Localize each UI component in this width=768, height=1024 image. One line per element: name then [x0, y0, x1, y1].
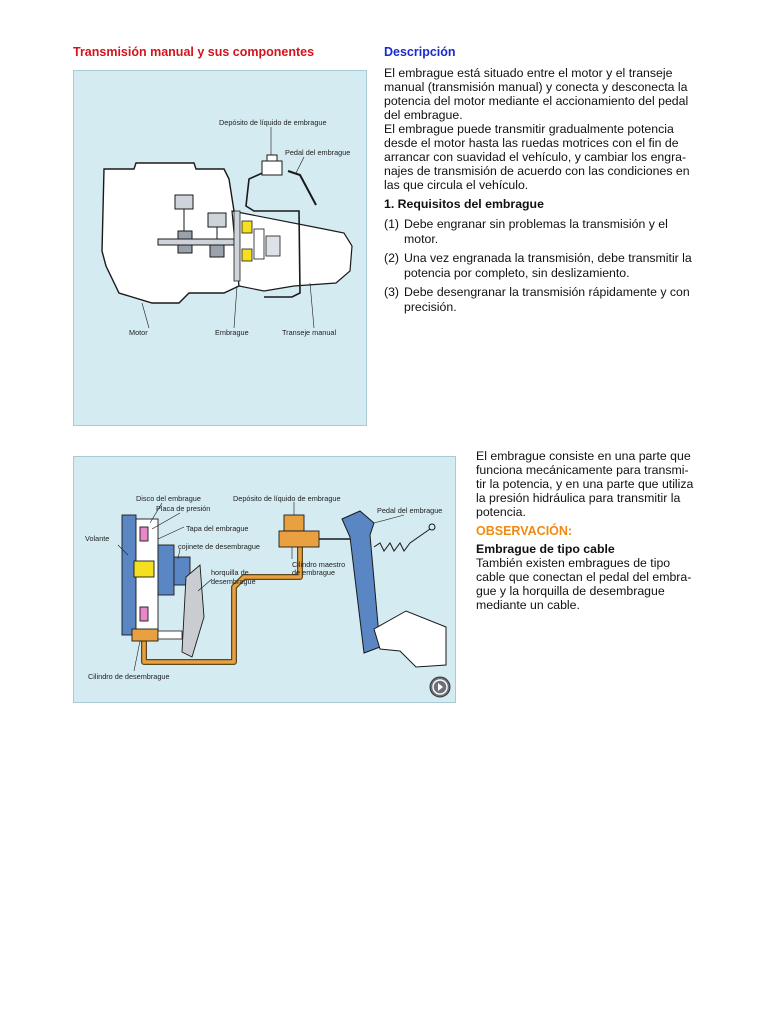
release-cylinder: [132, 629, 158, 641]
text-line: tir la potencia, y en una parte que utiliza: [476, 477, 694, 491]
text-line: El embrague está situado entre el motor y el transeje: [384, 66, 673, 80]
clutch-pedal: [288, 171, 316, 205]
label-master-cylinder: Cilindro maestro: [292, 560, 346, 569]
observation-paragraph: [476, 556, 716, 612]
label-engine: Motor: [129, 328, 148, 337]
label-clutch: Embrague: [215, 328, 249, 337]
figure-clutch-system: [73, 456, 456, 703]
text-line: la presión hidráulica para transmitir la: [476, 491, 681, 505]
label-release-cylinder: Cilindro de desembrague: [88, 672, 170, 681]
cable-clutch-heading: Embrague de tipo cable: [476, 542, 615, 556]
text-line: desde el motor hasta las ruedas motrices con el fin de: [384, 136, 679, 150]
requirement-item: [384, 217, 714, 246]
engine-outline: [102, 163, 239, 303]
text-line: Una vez engranada la transmisión, debe transmitir la: [404, 251, 692, 265]
label-transaxle: Transeje manual: [282, 328, 337, 337]
text-line: las que circula el vehículo.: [384, 178, 529, 192]
fluid-reservoir: [284, 515, 304, 531]
requirement-number: (1): [384, 217, 400, 231]
text-line: funciona mecánicamente para transmi-: [476, 463, 689, 477]
label-cover: Tapa del embrague: [186, 524, 249, 533]
text-line: cable que conectan el pedal del embra-: [476, 570, 692, 584]
label-fork: horquilla de: [211, 568, 249, 577]
label-flywheel: Volante: [85, 534, 110, 543]
label-bearing: cojinete de desembrague: [178, 542, 260, 551]
return-spring: [374, 529, 430, 551]
requirement-number: (3): [384, 285, 400, 299]
label-pedal: Pedal del embrague: [285, 148, 351, 157]
label-reservoir: Depósito de líquido de embrague: [219, 118, 327, 127]
next-arrow-icon: [429, 676, 451, 698]
text-line: potencia del motor mediante el accionamiento del pedal: [384, 94, 689, 108]
text-line: arrancar con suavidad el vehículo, y cambiar los engra-: [384, 150, 687, 164]
figure-transmission-overview: [73, 70, 367, 426]
flywheel-assembly: [122, 515, 190, 635]
clutch-parts-paragraph: [476, 449, 716, 519]
requirement-number: (2): [384, 251, 400, 265]
text-line: gue y la horquilla de desembrague: [476, 584, 665, 598]
observation-heading: OBSERVACIÓN:: [476, 524, 573, 538]
text-line: potencia por completo, sin deslizamiento.: [404, 265, 630, 280]
text-line: potencia.: [476, 505, 526, 519]
text-line: Debe desengranar la transmisión rápidamente y con: [404, 285, 690, 299]
description-paragraph: [384, 66, 714, 192]
requirement-item: [384, 251, 714, 280]
label-fork: desembrague: [211, 577, 256, 586]
text-line: También existen embragues de tipo: [476, 556, 671, 570]
transmission-diagram: [74, 71, 366, 425]
clutch-system-diagram: [74, 457, 455, 702]
text-line: motor.: [404, 231, 439, 246]
text-line: mediante un cable.: [476, 598, 580, 612]
master-cylinder: [279, 531, 319, 547]
label-pedal: Pedal del embrague: [377, 506, 443, 515]
text-line: El embrague consiste en una parte que: [476, 449, 691, 463]
requirement-item: [384, 285, 714, 314]
label-reservoir: Depósito de líquido de embrague: [233, 494, 341, 503]
text-line: El embrague puede transmitir gradualmente potencia: [384, 122, 674, 136]
text-line: del embrague.: [384, 108, 463, 122]
label-pressure-plate: Placa de presión: [156, 504, 211, 513]
label-disc: Disco del embrague: [136, 494, 201, 503]
driver-foot: [374, 611, 446, 667]
label-master-cylinder: de embrague: [292, 568, 336, 577]
section-title: Transmisión manual y sus componentes: [73, 45, 315, 59]
text-line: najes de transmisión de acuerdo con las condiciones en: [384, 164, 690, 178]
requirements-heading: 1. Requisitos del embrague: [384, 197, 544, 211]
text-line: Debe engranar sin problemas la transmisión y el: [404, 217, 668, 231]
fluid-reservoir: [262, 161, 282, 175]
description-heading: Descripción: [384, 45, 456, 59]
text-line: precisión.: [404, 299, 457, 314]
text-line: manual (transmisión manual) y conecta y desconecta la: [384, 80, 688, 94]
next-button[interactable]: [429, 676, 451, 698]
